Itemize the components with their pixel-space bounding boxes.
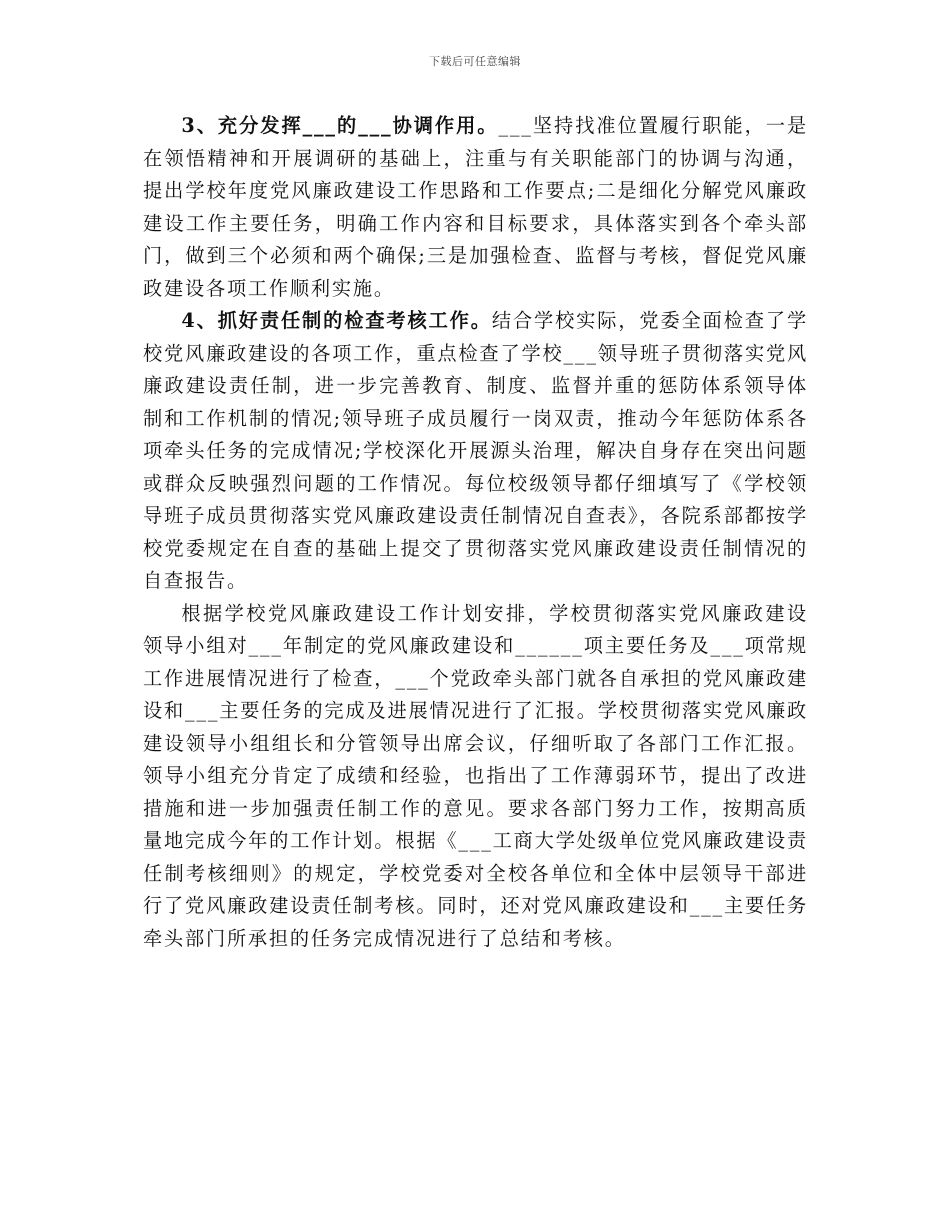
paragraph-3-text: ___坚持找准位置履行职能，一是在领悟精神和开展调研的基础上，注重与有关职能部门的协调与沟通，提出学校年度党风廉政建设工作思路和工作要点;二是细化分解党风廉政建设工作主要任务，明确工作内容和目标要求，具体落实到各个牵头部门，做到三个必须和两个确保;三是加强检查、监督与考核，督促党风廉政建设各项工作顺利实施。 [143, 114, 808, 300]
paragraph-5 [143, 598, 808, 956]
paragraph-4-text: 结合学校实际，党委全面检查了学校党风廉政建设的各项工作，重点检查了学校___领导班子贯彻落实党风廉政建设责任制，进一步完善教育、制度、监督并重的惩防体系领导体制和工作机制的情况;领导班子成员履行一岗双责，推动今年惩防体系各项牵头任务的完成情况;学校深化开展源头治理，解决自身存在突出问题或群众反映强烈问题的工作情况。每位校级领导都仔细填写了《学校领导班子成员贯彻落实党风廉政建设责任制情况自查表》，各院系部都按学校党委规定在自查的基础上提交了贯彻落实党风廉政建设责任制情况的自查报告。 [143, 309, 808, 592]
paragraph-5-text: 根据学校党风廉政建设工作计划安排，学校贯彻落实党风廉政建设领导小组对___年制定的党风廉政建设和______项主要任务及___项常规工作进展情况进行了检查，___个党政牵头部门就各自承担的党风廉政建设和___主要任务的完成及进展情况进行了汇报。学校贯彻落实党风廉政建设领导小组组长和分管领导出席会议，仔细听取了各部门工作汇报。领导小组充分肯定了成绩和经验，也指出了工作薄弱环节，提出了改进措施和进一步加强责任制工作的意见。要求各部门努力工作，按期高质量地完成今年的工作计划。根据《___工商大学处级单位党风廉政建设责任制考核细则》的规定，学校党委对全校各单位和全体中层领导干部进行了党风廉政建设责任制考核。同时，还对党风廉政建设和___主要任务牵头部门所承担的任务完成情况进行了总结和考核。 [143, 601, 808, 950]
paragraph-4-heading: 4、抓好责任制的检查考核工作。 [181, 309, 492, 332]
document-body [143, 110, 808, 955]
paragraph-3 [143, 110, 808, 305]
page-header: 下载后可任意编辑 [429, 55, 521, 68]
paragraph-4 [143, 305, 808, 598]
paragraph-3-heading: 3、充分发挥___的___协调作用。 [181, 114, 499, 137]
